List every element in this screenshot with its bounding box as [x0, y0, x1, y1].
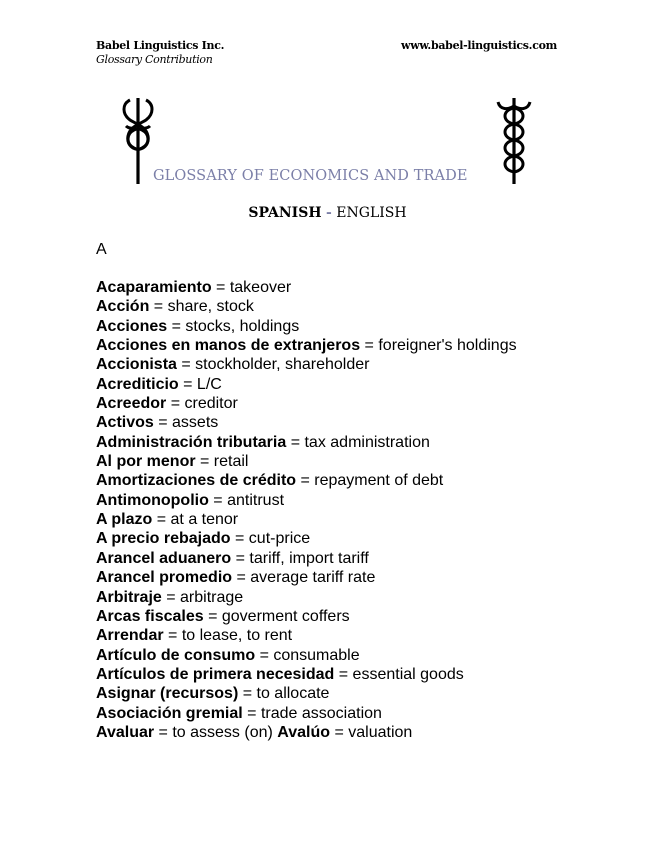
glossary-entry: Asignar (recursos) = to allocate	[96, 685, 330, 703]
glossary-entry: Asociación gremial = trade association	[96, 704, 382, 722]
language-pair	[0, 205, 655, 221]
glossary-entry: Arancel aduanero = tariff, import tariff	[96, 549, 369, 567]
entry-definition: tax administration	[304, 433, 430, 451]
entry-term: Amortizaciones de crédito	[96, 472, 297, 490]
entry-term: Acaparamiento	[96, 279, 212, 296]
entry-term: Administración tributaria	[96, 433, 287, 451]
website-url: www.babel-linguistics.com	[401, 39, 557, 52]
document-title: GLOSSARY OF ECONOMICS AND TRADE	[153, 168, 468, 184]
entry-term: Arancel promedio	[96, 569, 233, 587]
entry-term: Arancel aduanero	[96, 549, 232, 567]
entry-term: Artículo de consumo	[96, 646, 256, 664]
entry-definition: tariff, import tariff	[249, 549, 369, 567]
glossary-entry: Antimonopolio = antitrust	[96, 491, 285, 509]
glossary-entry: Arbitraje = arbitrage	[96, 588, 244, 606]
glossary-entry: Artículos de primera necesidad = essential goods	[96, 665, 464, 683]
entry-definition: goverment coffers	[221, 607, 350, 625]
entry-term: Asignar (recursos)	[96, 685, 239, 703]
source-language: SPANISH	[248, 205, 322, 221]
glossary-entry: Acaparamiento = takeover	[96, 279, 292, 296]
entry-term: Activos	[96, 414, 154, 432]
entry-definition: valuation	[348, 723, 413, 741]
entry-definition: arbitrage	[180, 588, 244, 606]
glossary-entry: Artículo de consumo = consumable	[96, 646, 360, 664]
target-language: ENGLISH	[336, 205, 407, 221]
caduceus-emblem-icon	[494, 96, 534, 186]
glossary-entry: Arancel promedio = average tariff rate	[96, 569, 376, 587]
glossary-entry: Acrediticio = L/C	[96, 375, 222, 393]
entry-definition: consumable	[273, 646, 360, 664]
entry-term: Artículos de primera necesidad	[96, 665, 335, 683]
glossary-entry: Acreedor = creditor	[96, 395, 238, 413]
entry-term: Antimonopolio	[96, 491, 209, 509]
entry-definition: to allocate	[256, 685, 330, 703]
glossary-entry: Arcas fiscales = goverment coffers	[96, 607, 350, 625]
entry-definition: share, stock	[167, 298, 254, 316]
glossary-list	[96, 278, 517, 742]
entry-term: Acciones en manos de extranjeros	[96, 337, 361, 355]
page-header-left	[96, 39, 224, 67]
glossary-entry: Acción = share, stock	[96, 298, 254, 316]
entry-definition: repayment of debt	[314, 472, 444, 490]
glossary-entry: A precio rebajado = cut-price	[96, 530, 311, 548]
entry-definition: to lease, to rent	[181, 627, 293, 645]
glossary-entry: A plazo = at a tenor	[96, 511, 239, 529]
header-subtitle: Glossary Contribution	[96, 53, 213, 66]
entry-term: Acción	[96, 298, 150, 316]
entry-definition: at a tenor	[170, 511, 239, 529]
entry-definition: foreigner's holdings	[378, 337, 517, 355]
entry-definition: creditor	[184, 395, 238, 413]
glossary-entry: Al por menor = retail	[96, 453, 249, 471]
entry-definition: L/C	[196, 375, 222, 393]
entry-term: Asociación gremial	[96, 704, 243, 722]
entry-term: Acreedor	[96, 395, 167, 413]
entry-definition: stocks, holdings	[185, 317, 300, 335]
entry-term: Arrendar	[96, 627, 164, 645]
entry-definition: to assess (on)	[172, 723, 273, 741]
entry-definition: trade association	[260, 704, 382, 722]
section-letter: A	[96, 241, 107, 258]
entry-definition: cut-price	[248, 530, 311, 548]
glossary-entry: Administración tributaria = tax administration	[96, 433, 430, 451]
caduceus-emblem-icon	[116, 96, 156, 186]
entry-definition: essential goods	[352, 665, 464, 683]
entry-definition: retail	[213, 453, 249, 471]
glossary-entry: Activos = assets	[96, 414, 219, 432]
entry-definition: average tariff rate	[250, 569, 376, 587]
glossary-entry: Acciones en manos de extranjeros = foreigner's holdings	[96, 337, 517, 355]
entry-term: A precio rebajado	[96, 530, 231, 548]
company-name: Babel Linguistics Inc.	[96, 39, 225, 52]
entry-term: Acciones	[96, 317, 168, 335]
glossary-entry: Acciones = stocks, holdings	[96, 317, 300, 335]
entry-term: Avaluar	[96, 723, 155, 741]
entry-definition: antitrust	[227, 491, 285, 509]
glossary-entry: Arrendar = to lease, to rent	[96, 627, 293, 645]
entry-term: A plazo	[96, 511, 153, 529]
entry-term: Al por menor	[96, 453, 196, 471]
glossary-entry: Accionista = stockholder, shareholder	[96, 356, 370, 374]
glossary-entry: Amortizaciones de crédito = repayment of debt	[96, 472, 444, 490]
entry-term: Acrediticio	[96, 375, 179, 393]
glossary-entry: Avaluar = to assess (on) Avalúo = valuation	[96, 723, 413, 741]
entry-definition: takeover	[229, 279, 292, 296]
entry-definition: assets	[172, 414, 219, 432]
entry-definition: stockholder, shareholder	[195, 356, 370, 374]
entry-term: Arcas fiscales	[96, 607, 204, 625]
entry-term: Arbitraje	[96, 588, 162, 606]
entry-term: Accionista	[96, 356, 177, 374]
language-separator: -	[326, 205, 332, 221]
entry-term: Avalúo	[277, 723, 331, 741]
